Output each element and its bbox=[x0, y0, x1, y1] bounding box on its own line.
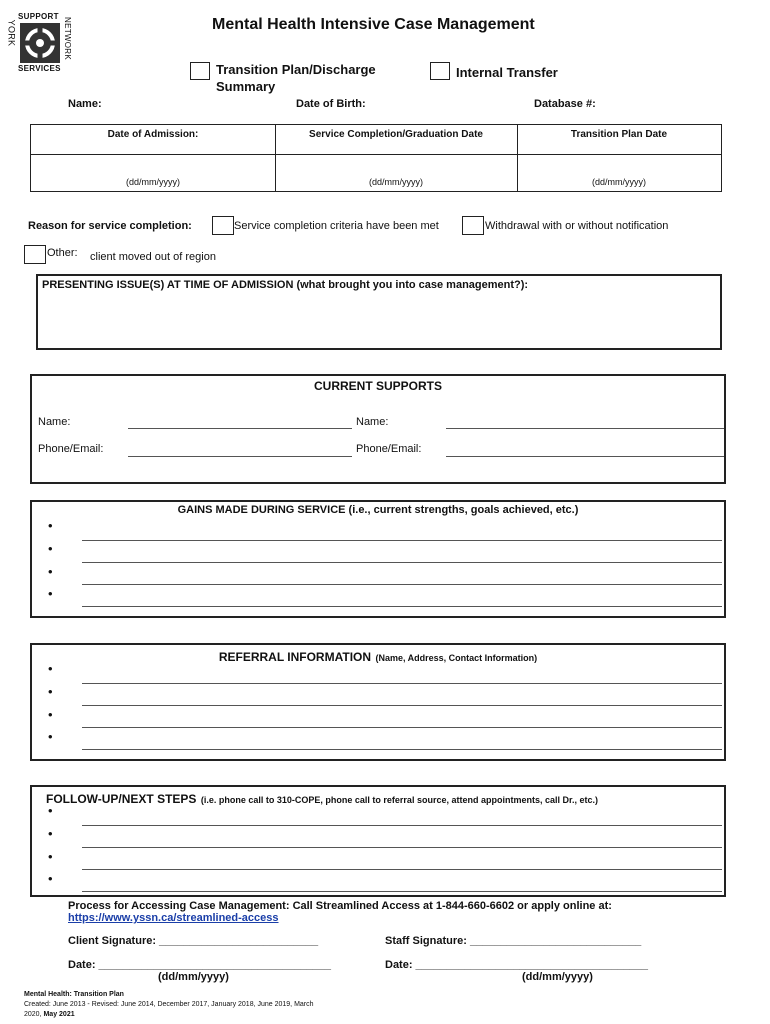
footer-revision-line2 bbox=[24, 1011, 75, 1018]
support1-phone-field[interactable] bbox=[128, 456, 352, 457]
followup-title-row bbox=[46, 790, 598, 808]
gains-bullet-4: • bbox=[48, 586, 53, 601]
followup-box bbox=[30, 785, 726, 897]
client-date-format: (dd/mm/yyyy) bbox=[158, 971, 229, 983]
name-label: Name: bbox=[68, 98, 102, 110]
support1-phone-label: Phone/Email: bbox=[38, 443, 104, 455]
gains-line-1[interactable] bbox=[82, 540, 722, 541]
referral-bullet-4: • bbox=[48, 729, 53, 744]
dob-label: Date of Birth: bbox=[296, 98, 366, 110]
followup-title: FOLLOW-UP/NEXT STEPS bbox=[46, 792, 197, 806]
current-supports-title: CURRENT SUPPORTS bbox=[313, 379, 442, 393]
referral-title-row bbox=[32, 648, 724, 666]
criteria-met-checkbox[interactable] bbox=[212, 216, 234, 235]
other-checkbox[interactable] bbox=[24, 245, 46, 264]
referral-line-4[interactable] bbox=[82, 749, 722, 750]
gains-line-4[interactable] bbox=[82, 606, 722, 607]
dates-table bbox=[30, 124, 722, 192]
transition-plan-checkbox[interactable] bbox=[190, 62, 210, 80]
withdrawal-label: Withdrawal with or without notification bbox=[485, 220, 669, 232]
database-label: Database #: bbox=[534, 98, 596, 110]
gains-line-3[interactable] bbox=[82, 584, 722, 585]
client-signature-field[interactable]: Client Signature: __________________________ bbox=[68, 935, 319, 947]
transition-plan-label: Transition Plan/Discharge bbox=[216, 62, 376, 77]
footer-year: 2020, bbox=[24, 1011, 44, 1018]
gains-bullet-2: • bbox=[48, 541, 53, 556]
gains-line-2[interactable] bbox=[82, 562, 722, 563]
followup-bullet-2: • bbox=[48, 826, 53, 841]
support2-phone-field[interactable] bbox=[446, 456, 724, 457]
logo-services-text: SERVICES bbox=[18, 64, 61, 73]
withdrawal-checkbox[interactable] bbox=[462, 216, 484, 235]
referral-bullet-2: • bbox=[48, 684, 53, 699]
client-date-field[interactable]: Date: ______________________________________ bbox=[68, 959, 332, 971]
transition-plan-label-line2: Summary bbox=[216, 79, 276, 94]
referral-line-3[interactable] bbox=[82, 727, 722, 728]
referral-bullet-3: • bbox=[48, 707, 53, 722]
referral-line-2[interactable] bbox=[82, 705, 722, 706]
internal-transfer-label: Internal Transfer bbox=[456, 65, 558, 80]
admission-date-header: Date of Admission: bbox=[107, 129, 199, 140]
completion-date-field[interactable]: (dd/mm/yyyy) bbox=[369, 177, 423, 187]
support2-name-field[interactable] bbox=[446, 428, 724, 429]
transition-date-header: Transition Plan Date bbox=[570, 129, 668, 140]
admission-date-field[interactable]: (dd/mm/yyyy) bbox=[126, 177, 180, 187]
footer-latest-revision: May 2021 bbox=[43, 1011, 75, 1018]
criteria-met-label: Service completion criteria have been met bbox=[234, 220, 439, 232]
followup-line-1[interactable] bbox=[82, 825, 722, 826]
referral-box bbox=[30, 643, 726, 761]
footer-revision-line: Created: June 2013 - Revised: June 2014, December 2017, January 2018, June 2019, March bbox=[24, 1001, 314, 1008]
logo-emblem-icon bbox=[20, 23, 60, 63]
gains-bullet-3: • bbox=[48, 564, 53, 579]
internal-transfer-checkbox[interactable] bbox=[430, 62, 450, 80]
logo-york-text: YORK bbox=[6, 19, 17, 47]
presenting-issues-box[interactable] bbox=[36, 274, 722, 350]
logo-network-text: NETWORK bbox=[63, 17, 72, 60]
other-label: Other: bbox=[47, 247, 78, 259]
staff-date-format: (dd/mm/yyyy) bbox=[522, 971, 593, 983]
referral-line-1[interactable] bbox=[82, 683, 722, 684]
process-text: Process for Accessing Case Management: Call Streamlined Access at 1-844-660-6602 or apply online at: bbox=[68, 900, 612, 912]
footer-doc-name: Mental Health: Transition Plan bbox=[24, 991, 124, 998]
followup-line-2[interactable] bbox=[82, 847, 722, 848]
support2-name-label: Name: bbox=[356, 416, 389, 428]
support2-phone-label: Phone/Email: bbox=[356, 443, 422, 455]
streamlined-access-link[interactable]: https://www.yssn.ca/streamlined-access bbox=[68, 912, 279, 924]
form-title: Mental Health Intensive Case Management bbox=[212, 16, 535, 33]
followup-line-4[interactable] bbox=[82, 891, 722, 892]
followup-bullet-4: • bbox=[48, 871, 53, 886]
logo-support-text: SUPPORT bbox=[18, 12, 59, 21]
completion-date-header: Service Completion/Graduation Date bbox=[309, 129, 483, 140]
other-reason-value[interactable]: client moved out of region bbox=[90, 251, 216, 263]
current-supports-box bbox=[30, 374, 726, 484]
transition-date-field[interactable]: (dd/mm/yyyy) bbox=[592, 177, 646, 187]
followup-subtitle: (i.e. phone call to 310-COPE, phone call to referral source, attend appointments, call Dr., etc.) bbox=[200, 795, 598, 805]
gains-box bbox=[30, 500, 726, 618]
support1-name-field[interactable] bbox=[128, 428, 352, 429]
staff-signature-field[interactable]: Staff Signature: ____________________________ bbox=[385, 935, 642, 947]
followup-line-3[interactable] bbox=[82, 869, 722, 870]
referral-title: REFERRAL INFORMATION bbox=[218, 650, 372, 664]
referral-bullet-1: • bbox=[48, 661, 53, 676]
support1-name-label: Name: bbox=[38, 416, 71, 428]
followup-bullet-1: • bbox=[48, 803, 53, 818]
reason-label: Reason for service completion: bbox=[28, 220, 192, 232]
followup-bullet-3: • bbox=[48, 849, 53, 864]
gains-title: GAINS MADE DURING SERVICE (i.e., current strengths, goals achieved, etc.) bbox=[177, 504, 579, 516]
referral-subtitle: (Name, Address, Contact Information) bbox=[375, 653, 538, 663]
logo bbox=[4, 8, 78, 74]
presenting-issues-title: PRESENTING ISSUE(S) AT TIME OF ADMISSION (what brought you into case management?): bbox=[42, 279, 529, 291]
gains-bullet-1: • bbox=[48, 518, 53, 533]
staff-date-field[interactable]: Date: ______________________________________ bbox=[385, 959, 649, 971]
